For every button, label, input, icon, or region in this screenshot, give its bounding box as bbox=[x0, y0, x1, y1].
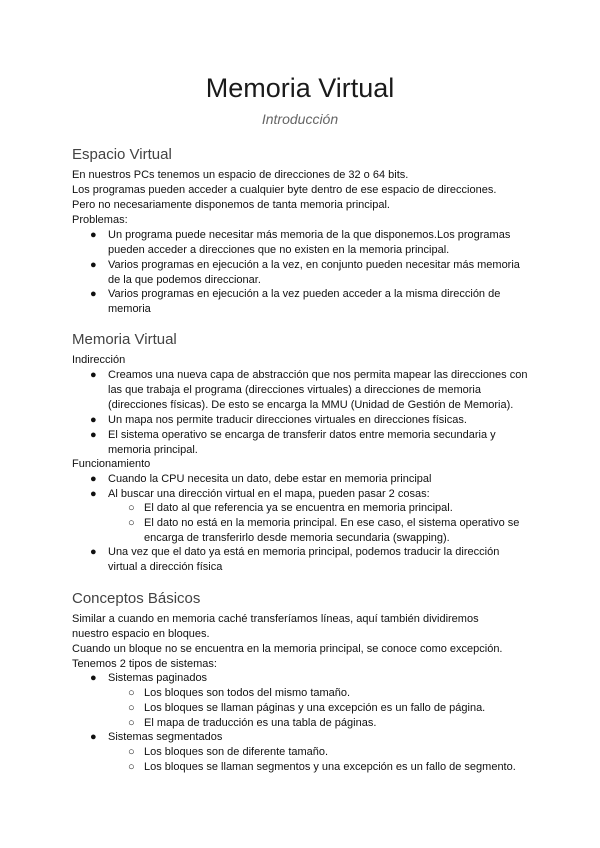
list-item: Una vez que el dato ya está en memoria principal, podemos traducir la dirección virtual a dirección física bbox=[108, 546, 500, 573]
list-item: Varios programas en ejecución a la vez pueden acceder a la misma dirección de memoria bbox=[108, 288, 501, 315]
paragraph: Cuando un bloque no se encuentra en la memoria principal, se conoce como excepción. bbox=[72, 643, 503, 655]
sub-bullet-icon: ○ bbox=[128, 687, 135, 699]
sub-bullet-icon: ○ bbox=[128, 702, 135, 714]
bullet-icon: ● bbox=[90, 288, 97, 300]
bullet-icon: ● bbox=[90, 229, 97, 241]
sub-list-item: Los bloques se llaman segmentos y una excepción es un fallo de segmento. bbox=[144, 761, 516, 773]
bullet-icon: ● bbox=[90, 672, 97, 684]
sub-bullet-icon: ○ bbox=[128, 502, 135, 514]
indireccion-label: Indirección bbox=[72, 354, 126, 366]
bullet-icon: ● bbox=[90, 473, 97, 485]
bullet-icon: ● bbox=[90, 369, 97, 381]
list-item: Varios programas en ejecución a la vez, en conjunto pueden necesitar más memoria de la que podemos direccionar. bbox=[108, 259, 520, 286]
sub-list-item: Los bloques son de diferente tamaño. bbox=[144, 746, 329, 758]
sub-bullet-icon: ○ bbox=[128, 746, 135, 758]
sub-list-item: Los bloques son todos del mismo tamaño. bbox=[144, 687, 351, 699]
sub-list-item: El dato al que referencia ya se encuentra en memoria principal. bbox=[144, 502, 453, 514]
paragraph: Los programas pueden acceder a cualquier byte dentro de ese espacio de direcciones. bbox=[72, 184, 497, 196]
list-item: Al buscar una dirección virtual en el mapa, pueden pasar 2 cosas: bbox=[108, 488, 430, 500]
sub-bullet-icon: ○ bbox=[128, 717, 135, 729]
list-item: Sistemas segmentados bbox=[108, 731, 223, 743]
problemas-label: Problemas: bbox=[72, 214, 128, 226]
sub-list-item: Los bloques se llaman páginas y una excepción es un fallo de página. bbox=[144, 702, 486, 714]
bullet-icon: ● bbox=[90, 488, 97, 500]
bullet-icon: ● bbox=[90, 429, 97, 441]
bullet-icon: ● bbox=[90, 414, 97, 426]
list-item: Cuando la CPU necesita un dato, debe estar en memoria principal bbox=[108, 473, 432, 485]
page-subtitle: Introducción bbox=[261, 111, 339, 127]
section-heading-conceptos-basicos: Conceptos Básicos bbox=[72, 590, 201, 607]
sub-list-item: El mapa de traducción es una tabla de páginas. bbox=[144, 717, 377, 729]
sub-bullet-icon: ○ bbox=[128, 761, 135, 773]
list-item: El sistema operativo se encarga de transferir datos entre memoria secundaria y memoria principal. bbox=[108, 429, 496, 456]
paragraph: Tenemos 2 tipos de sistemas: bbox=[72, 658, 217, 670]
bullet-icon: ● bbox=[90, 546, 97, 558]
paragraph: En nuestros PCs tenemos un espacio de direcciones de 32 o 64 bits. bbox=[72, 169, 409, 181]
list-item: Creamos una nueva capa de abstracción que nos permita mapear las direcciones con las que trabaja el programa (direcciones virtuales) a direcciones de memoria (direcciones físicas). De esto se encarga la MMU (Unidad de Gestión de Memoria). bbox=[108, 369, 528, 411]
paragraph: Pero no necesariamente disponemos de tanta memoria principal. bbox=[72, 199, 390, 211]
list-item: Un programa puede necesitar más memoria de la que disponemos.Los programas pueden acceder a direcciones que no existen en la memoria principal. bbox=[108, 229, 511, 256]
sub-list-item: El dato no está en la memoria principal. En ese caso, el sistema operativo se encarga de transferirlo desde memoria secundaria (swapping). bbox=[144, 517, 520, 544]
bullet-icon: ● bbox=[90, 731, 97, 743]
list-item: Un mapa nos permite traducir direcciones virtuales en direcciones físicas. bbox=[108, 414, 467, 426]
section-heading-espacio-virtual: Espacio Virtual bbox=[72, 146, 172, 163]
paragraph: Similar a cuando en memoria caché transferíamos líneas, aquí también dividiremos nuestro espacio en bloques. bbox=[72, 613, 479, 640]
funcionamiento-label: Funcionamiento bbox=[72, 458, 151, 470]
list-item: Sistemas paginados bbox=[108, 672, 208, 684]
bullet-icon: ● bbox=[90, 259, 97, 271]
page-title: Memoria Virtual bbox=[205, 73, 395, 103]
section-heading-memoria-virtual: Memoria Virtual bbox=[72, 331, 177, 348]
sub-bullet-icon: ○ bbox=[128, 517, 135, 529]
